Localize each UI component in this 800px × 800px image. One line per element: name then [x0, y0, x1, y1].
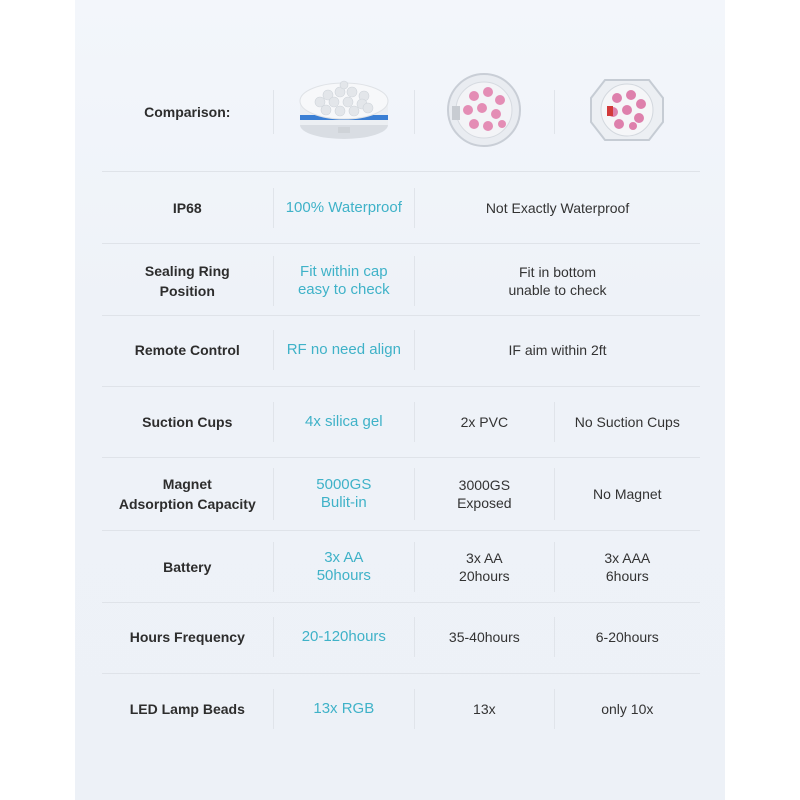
row-label	[102, 340, 273, 360]
row-divider	[102, 243, 700, 244]
value-text: 13x RGB	[313, 700, 375, 717]
ours-value	[274, 549, 415, 585]
value-text: 20-120hours	[301, 628, 386, 645]
row-label	[102, 557, 273, 577]
label-text: Battery	[163, 559, 212, 575]
value-text: RF no need align	[286, 341, 401, 358]
value-text: easy to check	[297, 281, 390, 298]
value-text: Bulit-in	[320, 494, 367, 511]
value-text: 2x PVC	[460, 414, 509, 430]
ours-value	[274, 341, 415, 359]
product-competitor-b	[555, 70, 700, 154]
value-text: unable to check	[508, 282, 607, 298]
label-text: Sealing Ring	[144, 263, 230, 279]
value-text: only 10x	[601, 701, 654, 717]
label-text: Position	[159, 283, 215, 299]
value-text: 6hours	[605, 568, 649, 584]
product-image-competitor-a-icon	[434, 70, 534, 150]
value-text: 4x silica gel	[305, 413, 383, 430]
competitor-b-value	[555, 413, 700, 431]
competitor-b-value	[555, 485, 700, 503]
competitor-a-value	[415, 476, 554, 512]
competitor-a-value	[415, 628, 554, 646]
product-image-ours-icon	[294, 75, 394, 145]
ours-value	[274, 199, 415, 217]
label-text: Magnet	[162, 476, 212, 492]
label-text: Suction Cups	[142, 414, 233, 430]
competitor-a-value	[415, 700, 554, 718]
label-text: Remote Control	[134, 342, 240, 358]
row-led-lamp-beads	[102, 689, 700, 729]
row-label	[102, 412, 273, 432]
row-label	[102, 699, 273, 719]
competitor-a-value	[415, 549, 554, 585]
competitor-b-value	[555, 628, 700, 646]
value-text: No Magnet	[593, 486, 662, 502]
row-divider	[102, 171, 700, 172]
label-text: IP68	[172, 200, 202, 216]
value-text: 5000GS	[316, 476, 372, 493]
header-row	[102, 62, 700, 162]
row-divider	[102, 530, 700, 531]
comparison-page	[75, 0, 725, 800]
row-divider	[102, 602, 700, 603]
value-text: Not Exactly Waterproof	[485, 200, 630, 216]
competitor-b-value	[555, 700, 700, 718]
ours-value	[274, 413, 415, 431]
value-text: 3x AA	[324, 549, 364, 566]
row-label	[102, 198, 273, 218]
value-text: 13x	[473, 701, 496, 717]
ours-value	[274, 263, 415, 299]
product-ours	[274, 75, 415, 149]
competitors-value	[415, 199, 700, 217]
row-magnet	[102, 468, 700, 520]
label-text: Hours Frequency	[129, 629, 245, 645]
value-text: Fit in bottom	[519, 264, 597, 280]
value-text: 35-40hours	[448, 629, 520, 645]
value-text: Exposed	[457, 495, 512, 511]
label-text: Adsorption Capacity	[118, 496, 256, 512]
value-text: 20hours	[459, 568, 510, 584]
competitor-a-value	[415, 413, 554, 431]
ours-value	[274, 628, 415, 646]
value-text: No Suction Cups	[574, 414, 680, 430]
value-text: IF aim within 2ft	[508, 342, 607, 358]
value-text: 3x AAA	[604, 550, 651, 566]
value-text: Fit within cap	[300, 263, 388, 280]
row-suction-cups	[102, 402, 700, 442]
value-text: 3x AA	[466, 550, 503, 566]
ours-value	[274, 476, 415, 512]
product-image-competitor-b-icon	[577, 70, 677, 150]
competitor-b-value	[555, 549, 700, 585]
row-label	[102, 627, 273, 647]
row-label	[102, 474, 273, 514]
row-battery	[102, 542, 700, 592]
product-competitor-a	[415, 70, 554, 154]
ours-value	[274, 700, 415, 718]
row-label	[102, 261, 273, 301]
row-divider	[102, 457, 700, 458]
competitors-value	[415, 263, 700, 299]
row-ip68	[102, 188, 700, 228]
row-divider	[102, 386, 700, 387]
value-text: 100% Waterproof	[285, 199, 402, 216]
competitors-value	[415, 341, 700, 359]
value-text: 50hours	[316, 567, 371, 584]
row-divider	[102, 673, 700, 674]
row-sealing-ring	[102, 256, 700, 306]
value-text: 6-20hours	[595, 629, 659, 645]
comparison-label: Comparison:	[144, 104, 231, 120]
label-text: LED Lamp Beads	[129, 701, 245, 717]
value-text: 3000GS	[458, 477, 511, 493]
row-divider	[102, 315, 700, 316]
row-remote-control	[102, 330, 700, 370]
row-hours-frequency	[102, 617, 700, 657]
